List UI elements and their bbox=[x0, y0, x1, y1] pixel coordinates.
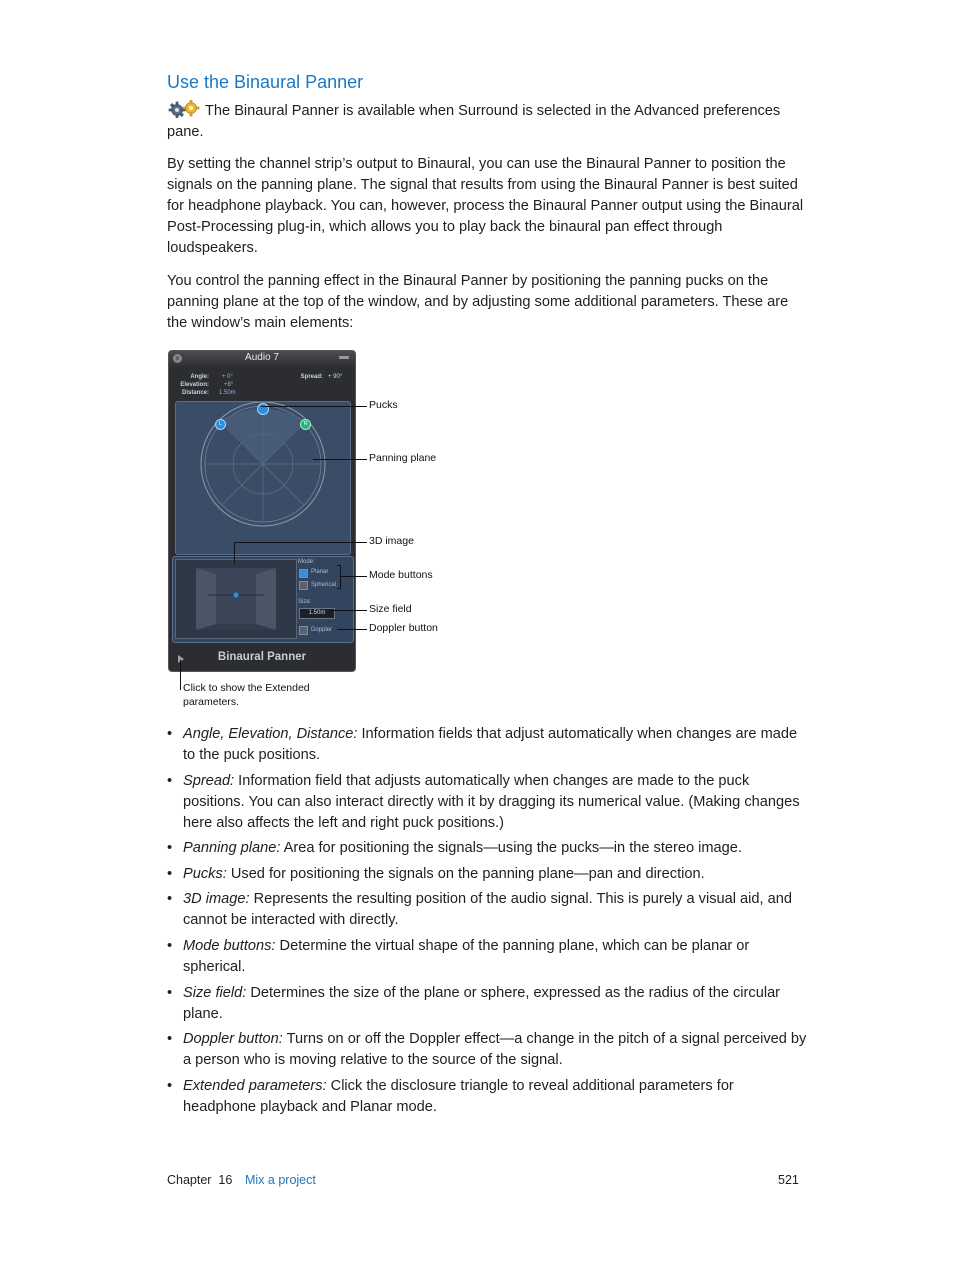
size-field[interactable]: 1.50m bbox=[299, 608, 335, 619]
gear-icon bbox=[167, 100, 201, 118]
list-item: • Pucks: Used for positioning the signals on the panning plane—pan and direction. bbox=[167, 865, 705, 882]
page-title: Use the Binaural Panner bbox=[167, 72, 364, 92]
callout-line bbox=[180, 660, 181, 690]
doppler-checkbox[interactable] bbox=[299, 626, 308, 635]
callout-line bbox=[331, 610, 367, 611]
page-number: 521 bbox=[778, 1173, 799, 1187]
right-puck[interactable]: R bbox=[300, 419, 311, 430]
list-item: • Angle, Elevation, Distance: Information fields that adjust automatically when changes are made to the puck positions. bbox=[167, 726, 798, 763]
panel-name: Binaural Panner bbox=[217, 651, 307, 663]
callout-line bbox=[234, 542, 235, 564]
callout-bracket bbox=[337, 565, 341, 566]
paragraph-panning: You control the panning effect in the Binaural Panner by positioning the panning pucks on the panning plane at the top of the window, and by adjusting some additional parameters. These are the window’s main elements: bbox=[167, 273, 789, 331]
availability-note bbox=[167, 100, 807, 143]
size-label: Size: bbox=[298, 599, 312, 605]
elevation-label: Elevation: bbox=[180, 382, 209, 388]
callout-extended: Click to show the Extended parameters. bbox=[183, 682, 310, 708]
doppler-label: Doppler bbox=[311, 627, 333, 633]
list-item: • 3D image: Represents the resulting position of the audio signal. This is purely a visual aid, and cannot be interacted with directly. bbox=[167, 891, 792, 929]
angle-label: Angle: bbox=[190, 374, 209, 380]
close-icon[interactable]: × bbox=[173, 354, 182, 363]
element-list bbox=[167, 724, 807, 1122]
spherical-checkbox[interactable] bbox=[299, 581, 308, 590]
callout-pucks: Pucks bbox=[369, 399, 398, 411]
angle-value[interactable]: + 0° bbox=[222, 374, 233, 380]
panning-plane[interactable] bbox=[175, 401, 351, 555]
3d-image bbox=[175, 559, 297, 639]
minimize-icon[interactable] bbox=[339, 356, 349, 359]
list-item: • Size field: Determines the size of the plane or sphere, expressed as the radius of the circular plane. bbox=[167, 984, 781, 1022]
callout-bracket bbox=[337, 588, 341, 589]
callout-3d-image: 3D image bbox=[369, 535, 414, 547]
footer-chapter: Chapter 16 bbox=[167, 1173, 233, 1187]
left-puck[interactable]: L bbox=[215, 419, 226, 430]
planar-label: Planar bbox=[311, 569, 329, 575]
list-item: • Spread: Information field that adjusts automatically when changes are made to the puck positions. You can also interact directly with it by dragging its numerical value. (Making changes here also affects the left and right puck positions.) bbox=[167, 772, 800, 831]
callout-doppler-button: Doppler button bbox=[369, 622, 438, 634]
callout-line bbox=[341, 576, 367, 577]
paragraph-output: By setting the channel strip’s output to Binaural, you can use the Binaural Panner to position the signals on the panning plane. The signal that results from using the Binaural Panner is best suited for headphone playback. You can, however, process the Binaural Panner output using the Binaural Post-Processing plug-in, which allows you to play back the binaural pan effect through loudspeakers. bbox=[167, 156, 804, 256]
list-item: • Mode buttons: Determine the virtual shape of the panning plane, which can be planar or spherical. bbox=[167, 937, 750, 975]
callout-size-field: Size field bbox=[369, 603, 412, 615]
availability-text: The Binaural Panner is available when Surround is selected in the Advanced preferences pane. bbox=[167, 103, 781, 140]
callout-mode-buttons: Mode buttons bbox=[369, 569, 433, 581]
callout-panning-plane: Panning plane bbox=[369, 452, 437, 464]
callout-line bbox=[234, 542, 367, 543]
distance-value[interactable]: 1.50m bbox=[219, 390, 236, 396]
planar-checkbox[interactable] bbox=[299, 569, 308, 578]
footer-link[interactable]: Mix a project bbox=[245, 1173, 316, 1187]
spread-value[interactable]: + 90° bbox=[328, 374, 343, 380]
list-item: • Doppler button: Turns on or off the Doppler effect—a change in the pitch of a signal perceived by a person who is moving relative to the source of the signal. bbox=[167, 1031, 807, 1069]
binaural-panner-window bbox=[168, 350, 356, 672]
callout-line bbox=[337, 629, 367, 630]
center-puck[interactable] bbox=[257, 403, 269, 415]
callout-line bbox=[261, 406, 367, 407]
callout-line bbox=[313, 459, 367, 460]
elevation-value[interactable]: +8° bbox=[224, 382, 234, 388]
spherical-label: Spherical bbox=[311, 582, 337, 588]
list-item: • Panning plane: Area for positioning the signals—using the pucks—in the stereo image. bbox=[167, 840, 742, 857]
mode-label: Mode: bbox=[298, 559, 315, 565]
window-title: Audio 7 bbox=[245, 352, 279, 363]
spread-label: Spread: bbox=[300, 374, 323, 380]
list-item: • Extended parameters: Click the disclosure triangle to reveal additional parameters for headphone playback and Planar mode. bbox=[167, 1077, 734, 1115]
distance-label: Distance: bbox=[181, 390, 209, 396]
callout-bracket bbox=[340, 565, 341, 589]
